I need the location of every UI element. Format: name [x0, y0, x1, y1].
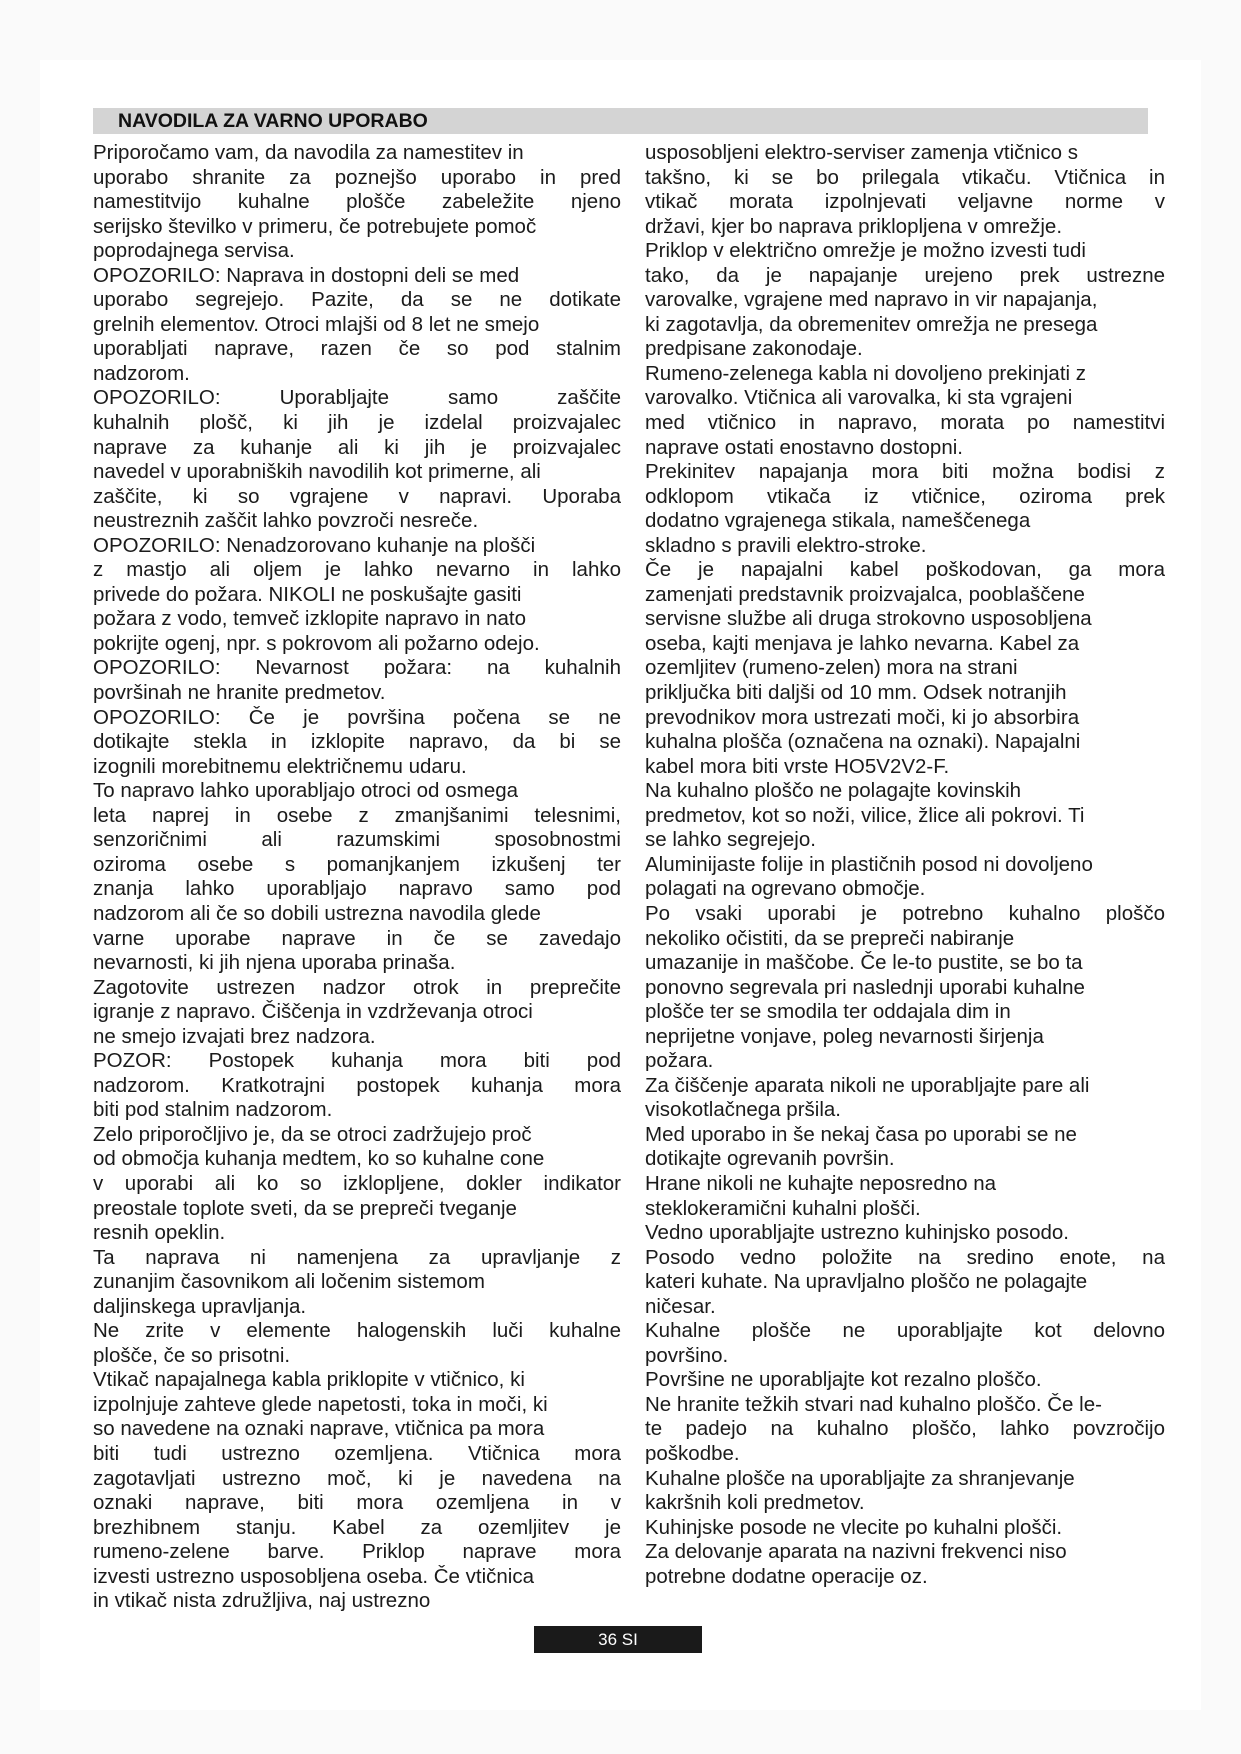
text-line: Aluminijaste folije in plastičnih posod ni dovoljeno [645, 852, 1093, 876]
text-line: OPOZORILO: Nevarnost požara: na kuhalnih [93, 656, 621, 680]
text-line: oziroma osebe s pomanjkanjem izkušenj ter [93, 852, 621, 876]
text-line: skladno s pravili elektro-stroke. [645, 533, 927, 557]
text-line: Kuhalne plošče na uporabljajte za shranjevanje [645, 1466, 1075, 1490]
text-line: OPOZORILO: Uporabljajte samo zaščite [93, 386, 621, 410]
text-line: od območja kuhanja medtem, ko so kuhalne cone [93, 1147, 545, 1171]
text-line: Na kuhalno ploščo ne polagajte kovinskih [645, 779, 1022, 803]
text-line: To napravo lahko uporabljajo otroci od osmega [93, 779, 519, 803]
text-line: kakršnih koli predmetov. [645, 1491, 865, 1515]
text-line: neprijetne vonjave, poleg nevarnosti širjenja [645, 1024, 1044, 1048]
text-line: nadzorom ali če so dobili ustrezna navodila glede [93, 901, 541, 925]
text-line: brezhibnem stanju. Kabel za ozemljitev je [93, 1515, 621, 1539]
text-line: naprave za kuhanje ali ki jih je proizvajalec [93, 435, 621, 459]
text-line: naprave ostati enostavno dostopni. [645, 435, 963, 459]
text-line: nadzorom. [93, 361, 190, 385]
text-line: nekoliko očistiti, da se prepreči nabiranje [645, 926, 1015, 950]
text-line: varovalke, vgrajene med napravo in vir napajanja, [645, 288, 1098, 312]
text-line: Priklop v električno omrežje je možno izvesti tudi [645, 239, 1086, 263]
text-line: Hrane nikoli ne kuhajte neposredno na [645, 1171, 997, 1195]
text-line: ki zagotavlja, da obremenitev omrežja ne presega [645, 312, 1098, 336]
text-line: površinah ne hranite predmetov. [93, 681, 386, 705]
text-line: daljinskega upravljanja. [93, 1294, 307, 1318]
text-line: izvesti ustrezno usposobljena oseba. Če vtičnica [93, 1564, 534, 1588]
text-line: vtikač morata izpolnjevati veljavne norme v [645, 190, 1165, 214]
text-line: dodatno vgrajenega stikala, nameščenega [645, 509, 1031, 533]
text-line: Ta naprava ni namenjena za upravljanje z [93, 1245, 621, 1269]
text-line: OPOZORILO: Če je površina počena se ne [93, 705, 621, 729]
text-line: serijsko številko v primeru, če potrebujete pomoč [93, 214, 537, 238]
text-line: biti tudi ustrezno ozemljena. Vtičnica mora [93, 1441, 621, 1465]
text-line: senzoričnimi ali razumskimi sposobnostmi [93, 828, 621, 852]
text-line: preostale toplote sveti, da se prepreči tveganje [93, 1196, 517, 1220]
text-line: polagati na ogrevano območje. [645, 877, 926, 901]
text-line: dotikajte ogrevanih površin. [645, 1147, 895, 1171]
text-line: površino. [645, 1343, 729, 1367]
text-line: ne smejo izvajati brez nadzora. [93, 1024, 376, 1048]
text-line: državi, kjer bo naprava priklopljena v omrežje. [645, 214, 1063, 238]
text-line: ponovno segrevala pri naslednji uporabi kuhalne [645, 975, 1085, 999]
text-line: uporabo segrejejo. Pazite, da se ne dotikate [93, 288, 621, 312]
text-line: Ne hranite težkih stvari nad kuhalno ploščo. Če le- [645, 1392, 1102, 1416]
text-line: kuhalna plošča (označena na oznaki). Napajalni [645, 730, 1081, 754]
text-line: Vtikač napajalnega kabla priklopite v vtičnico, ki [93, 1368, 525, 1392]
text-line: potrebne dodatne operacije oz. [645, 1564, 928, 1588]
text-line: varne uporabe naprave in če se zavedajo [93, 926, 621, 950]
text-line: Kuhinjske posode ne vlecite po kuhalni plošči. [645, 1515, 1063, 1539]
text-line: odklopom vtikača iz vtičnice, oziroma prek [645, 484, 1165, 508]
text-line: plošče, če so prisotni. [93, 1343, 291, 1367]
text-line: Prekinitev napajanja mora biti možna bodisi z [645, 460, 1165, 484]
text-line: znanja lahko uporabljajo napravo samo pod [93, 877, 621, 901]
text-line: Vedno uporabljajte ustrezno kuhinjsko posodo. [645, 1221, 1069, 1245]
text-line: Rumeno-zelenega kabla ni dovoljeno prekinjati z [645, 361, 1087, 385]
text-line: tako, da je napajanje urejeno prek ustrezne [645, 263, 1165, 287]
text-line: nadzorom. Kratkotrajni postopek kuhanja mora [93, 1073, 621, 1097]
text-line: Po vsaki uporabi je potrebno kuhalno ploščo [645, 901, 1165, 925]
text-line: varovalko. Vtičnica ali varovalka, ki sta vgrajeni [645, 386, 1073, 410]
text-line: izognili morebitnemu električnemu udaru. [93, 754, 467, 778]
text-line: priključka biti daljši od 10 mm. Odsek notranjih [645, 681, 1067, 705]
text-line: zaščite, ki so vgrajene v napravi. Uporaba [93, 484, 621, 508]
text-line: navedel v uporabniških navodilih kot primerne, ali [93, 460, 541, 484]
page-number-label: 36 SI [534, 1626, 702, 1653]
text-line: med vtičnico in napravo, morata po namestitvi [645, 411, 1165, 435]
text-line: POZOR: Postopek kuhanja mora biti pod [93, 1049, 621, 1073]
text-line: kateri kuhate. Na upravljalno ploščo ne polagajte [645, 1270, 1088, 1294]
text-line: ničesar. [645, 1294, 716, 1318]
text-line: se lahko segrejejo. [645, 828, 816, 852]
text-line: OPOZORILO: Nenadzorovano kuhanje na plošči [93, 533, 536, 557]
text-line: neustreznih zaščit lahko povzroči nesreče. [93, 509, 479, 533]
text-line: požara z vodo, temveč izklopite napravo in nato [93, 607, 527, 631]
text-line: Zelo priporočljivo je, da se otroci zadržujejo proč [93, 1122, 532, 1146]
text-line: požara. [645, 1049, 714, 1073]
text-line: oseba, kajti menjava je lahko nevarna. Kabel za [645, 631, 1080, 655]
text-line: visokotlačnega pršila. [645, 1098, 841, 1122]
text-line: grelnih elementov. Otroci mlajši od 8 let ne smejo [93, 312, 540, 336]
text-line: ozemljitev (rumeno-zelen) mora na strani [645, 656, 1018, 680]
text-line: pokrijte ogenj, npr. s pokrovom ali požarno odejo. [93, 631, 540, 655]
right-text-column [645, 141, 1165, 1589]
text-line: Priporočamo vam, da navodila za namestitev in [93, 141, 524, 164]
text-line: Med uporabo in še nekaj časa po uporabi se ne [645, 1122, 1077, 1146]
text-line: namestitvijo kuhalne plošče zabeležite njeno [93, 190, 621, 214]
text-line: oznaki naprave, biti mora ozemljena in v [93, 1491, 621, 1515]
text-line: takšno, ki se bo prilegala vtikaču. Vtičnica in [645, 165, 1165, 189]
text-line: kuhalnih plošč, ki jih je izdelal proizvajalec [93, 411, 621, 435]
text-line: zunanjim časovnikom ali ločenim sistemom [93, 1270, 485, 1294]
text-line: z mastjo ali oljem je lahko nevarno in lahko [93, 558, 621, 582]
text-line: usposobljeni elektro-serviser zamenja vtičnico s [645, 141, 1078, 164]
text-line: izpolnjuje zahteve glede napetosti, toka in moči, ki [93, 1392, 548, 1416]
left-text-column [93, 141, 621, 1614]
section-title: NAVODILA ZA VARNO UPORABO [93, 108, 1148, 134]
text-line: umazanije in maščobe. Če le-to pustite, se bo ta [645, 951, 1083, 975]
text-line: poškodbe. [645, 1441, 740, 1465]
text-line: zagotavljati ustrezno moč, ki je navedena na [93, 1466, 621, 1490]
text-line: steklokeramični kuhalni plošči. [645, 1196, 921, 1220]
text-line: Posodo vedno položite na sredino enote, na [645, 1245, 1165, 1269]
text-line: Ne zrite v elemente halogenskih luči kuhalne [93, 1319, 621, 1343]
text-line: uporabljati naprave, razen če so pod stalnim [93, 337, 621, 361]
text-line: servisne službe ali druga strokovno usposobljena [645, 607, 1092, 631]
text-line: biti pod stalnim nadzorom. [93, 1098, 333, 1122]
text-line: so navedene na oznaki naprave, vtičnica pa mora [93, 1417, 545, 1441]
text-line: uporabo shranite za poznejšo uporabo in pred [93, 165, 621, 189]
text-line: OPOZORILO: Naprava in dostopni deli se med [93, 263, 520, 287]
text-line: plošče ter se smodila ter oddajala dim in [645, 1000, 1011, 1024]
text-line: dotikajte stekla in izklopite napravo, da bi se [93, 730, 621, 754]
text-line: Zagotovite ustrezen nadzor otrok in preprečite [93, 975, 621, 999]
text-line: kabel mora biti vrste HO5V2V2-F. [645, 754, 950, 778]
text-line: Kuhalne plošče ne uporabljajte kot delovno [645, 1319, 1165, 1343]
text-line: Če je napajalni kabel poškodovan, ga mora [645, 558, 1165, 582]
text-line: igranje z napravo. Čiščenja in vzdrževanja otroci [93, 1000, 533, 1024]
text-line: poprodajnega servisa. [93, 239, 295, 263]
text-line: v uporabi ali ko so izklopljene, dokler indikator [93, 1171, 621, 1195]
text-line: prevodnikov mora ustrezati moči, ki jo absorbira [645, 705, 1080, 729]
text-line: te padejo na kuhalno ploščo, lahko povzročijo [645, 1417, 1165, 1441]
text-line: Površine ne uporabljajte kot rezalno ploščo. [645, 1368, 1042, 1392]
text-line: zamenjati predstavnik proizvajalca, pooblaščene [645, 582, 1085, 606]
text-line: in vtikač nista združljiva, naj ustrezno [93, 1589, 431, 1613]
text-line: Za delovanje aparata na nazivni frekvenci niso [645, 1540, 1067, 1564]
text-line: resnih opeklin. [93, 1221, 226, 1245]
text-line: Za čiščenje aparata nikoli ne uporabljajte pare ali [645, 1073, 1090, 1097]
text-line: predmetov, kot so noži, vilice, žlice ali pokrovi. Ti [645, 803, 1085, 827]
text-line: nevarnosti, ki jih njena uporaba prinaša. [93, 951, 456, 975]
text-line: predpisane zakonodaje. [645, 337, 863, 361]
text-line: leta naprej in osebe z zmanjšanimi telesnimi, [93, 803, 621, 827]
text-line: privede do požara. NIKOLI ne poskušajte gasiti [93, 582, 522, 606]
text-line: rumeno-zelene barve. Priklop naprave mora [93, 1540, 621, 1564]
